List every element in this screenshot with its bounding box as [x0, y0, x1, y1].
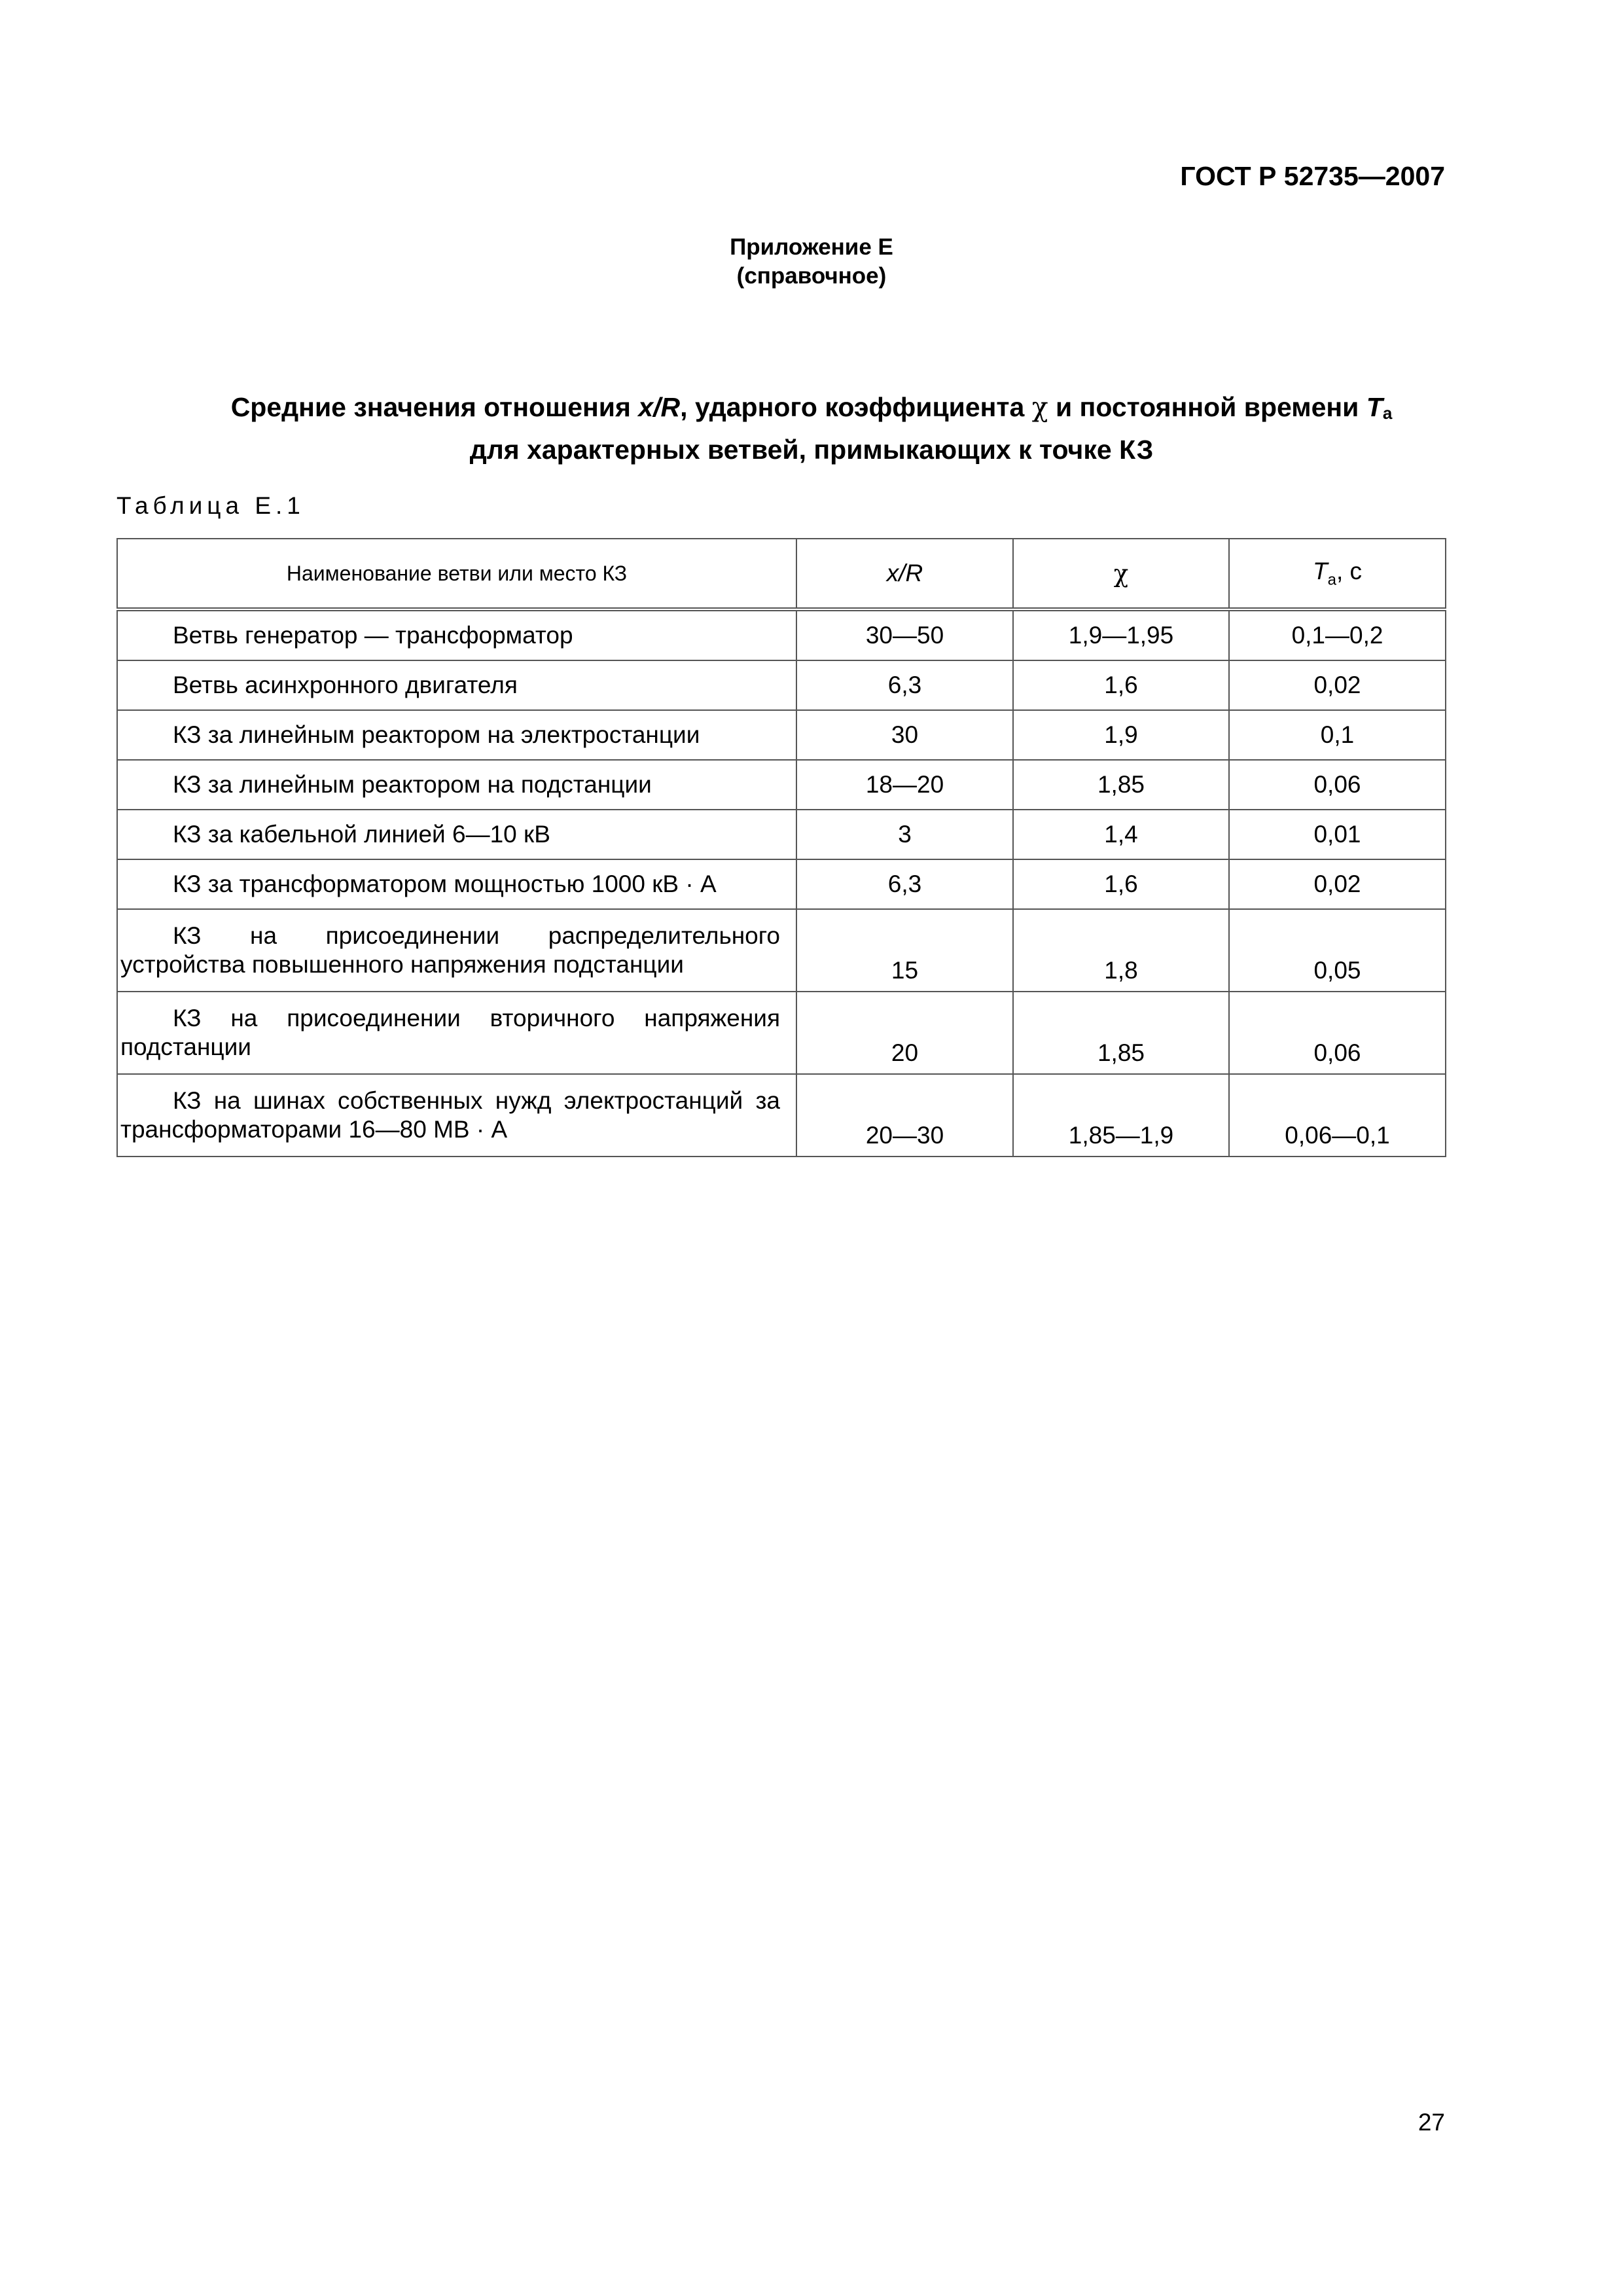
row-name-cell	[117, 1074, 796, 1157]
row-xr-cell: 18—20	[796, 760, 1013, 810]
row-ta-cell: 0,02	[1229, 859, 1446, 909]
row-xr-cell: 30	[796, 710, 1013, 760]
row-name: КЗ за линейным реактором на электростанции	[173, 721, 700, 748]
row-chi-cell: 1,9	[1013, 710, 1229, 760]
table-row	[117, 1074, 1446, 1157]
row-ta-cell: 0,05	[1229, 909, 1446, 992]
data-table	[116, 538, 1446, 1157]
heading-line-2: для характерных ветвей, примыкающих к точке КЗ	[469, 435, 1154, 465]
row-chi-cell: 1,85—1,9	[1013, 1074, 1229, 1157]
row-name-cell	[117, 810, 796, 859]
heading-t-subscript: a	[1382, 403, 1393, 423]
row-name: Ветвь генератор — трансформатор	[173, 622, 573, 649]
heading-ratio: x/R	[638, 392, 681, 422]
row-chi-cell: 1,85	[1013, 760, 1229, 810]
column-header-ta-symbol: T	[1312, 557, 1328, 584]
row-chi-cell: 1,85	[1013, 992, 1229, 1074]
row-xr-cell: 30—50	[796, 609, 1013, 660]
row-ta-cell: 0,06	[1229, 992, 1446, 1074]
column-header-ratio	[796, 539, 1013, 609]
row-ta-cell: 0,1—0,2	[1229, 609, 1446, 660]
heading-line-1	[0, 389, 1623, 431]
row-name-cell	[117, 909, 796, 992]
row-name-cell	[117, 859, 796, 909]
table-row	[117, 609, 1446, 660]
row-ta-cell: 0,02	[1229, 660, 1446, 710]
row-name: КЗ за линейным реактором на подстанции	[173, 771, 652, 798]
row-xr-cell: 15	[796, 909, 1013, 992]
column-header-ta-subscript: а	[1327, 571, 1336, 589]
page-heading	[0, 389, 1623, 468]
heading-part-2: , ударного коэффициента	[680, 392, 1032, 422]
table-label: Таблица Е.1	[116, 492, 305, 519]
table-header-row	[117, 539, 1446, 609]
row-name: КЗ за кабельной линией 6—10 кВ	[173, 821, 550, 848]
column-header-ta-unit: , с	[1336, 557, 1363, 584]
row-chi-cell: 1,8	[1013, 909, 1229, 992]
row-name-cell	[117, 710, 796, 760]
row-name: КЗ на присоединении распределительного устройства повышенного напряжения подстанции	[120, 922, 780, 978]
table-row	[117, 710, 1446, 760]
table-row	[117, 810, 1446, 859]
row-chi-cell: 1,4	[1013, 810, 1229, 859]
heading-part-3: и постоянной времени	[1048, 392, 1366, 422]
appendix-header	[0, 233, 1623, 291]
appendix-title: Приложение Е	[730, 234, 893, 260]
row-chi-cell: 1,6	[1013, 660, 1229, 710]
row-name-cell	[117, 660, 796, 710]
row-name-cell	[117, 609, 796, 660]
row-name: КЗ на присоединении вторичного напряжения подстанции	[120, 1005, 780, 1060]
row-xr-cell: 20	[796, 992, 1013, 1074]
row-ta-cell: 0,01	[1229, 810, 1446, 859]
row-xr-cell: 3	[796, 810, 1013, 859]
row-name: КЗ за трансформатором мощностью 1000 кВ · А	[173, 870, 717, 897]
appendix-kind: (справочное)	[736, 263, 887, 289]
row-xr-cell: 6,3	[796, 660, 1013, 710]
row-chi-cell: 1,6	[1013, 859, 1229, 909]
table-row	[117, 992, 1446, 1074]
page-number: 27	[1418, 2109, 1445, 2136]
row-chi-cell: 1,9—1,95	[1013, 609, 1229, 660]
heading-chi-symbol: χ	[1031, 391, 1048, 423]
column-header-name: Наименование ветви или место КЗ	[117, 539, 796, 609]
column-header-ta	[1229, 539, 1446, 609]
document-code: ГОСТ Р 52735—2007	[1180, 161, 1445, 191]
row-ta-cell: 0,06	[1229, 760, 1446, 810]
row-ta-cell: 0,06—0,1	[1229, 1074, 1446, 1157]
row-name: КЗ на шинах собственных нужд электростанций за трансформаторами 16—80 МВ · А	[120, 1087, 780, 1143]
row-xr-cell: 6,3	[796, 859, 1013, 909]
row-xr-cell: 20—30	[796, 1074, 1013, 1157]
table-row	[117, 859, 1446, 909]
row-name-cell	[117, 992, 796, 1074]
row-ta-cell: 0,1	[1229, 710, 1446, 760]
heading-part-1: Средние значения отношения	[230, 392, 639, 422]
row-name-cell	[117, 760, 796, 810]
column-header-chi: χ	[1013, 539, 1229, 609]
column-header-ratio-text: x/R	[886, 560, 923, 586]
row-name: Ветвь асинхронного двигателя	[173, 672, 518, 698]
heading-t-symbol: T	[1366, 392, 1383, 422]
table-row	[117, 909, 1446, 992]
table-row	[117, 660, 1446, 710]
table-row	[117, 760, 1446, 810]
